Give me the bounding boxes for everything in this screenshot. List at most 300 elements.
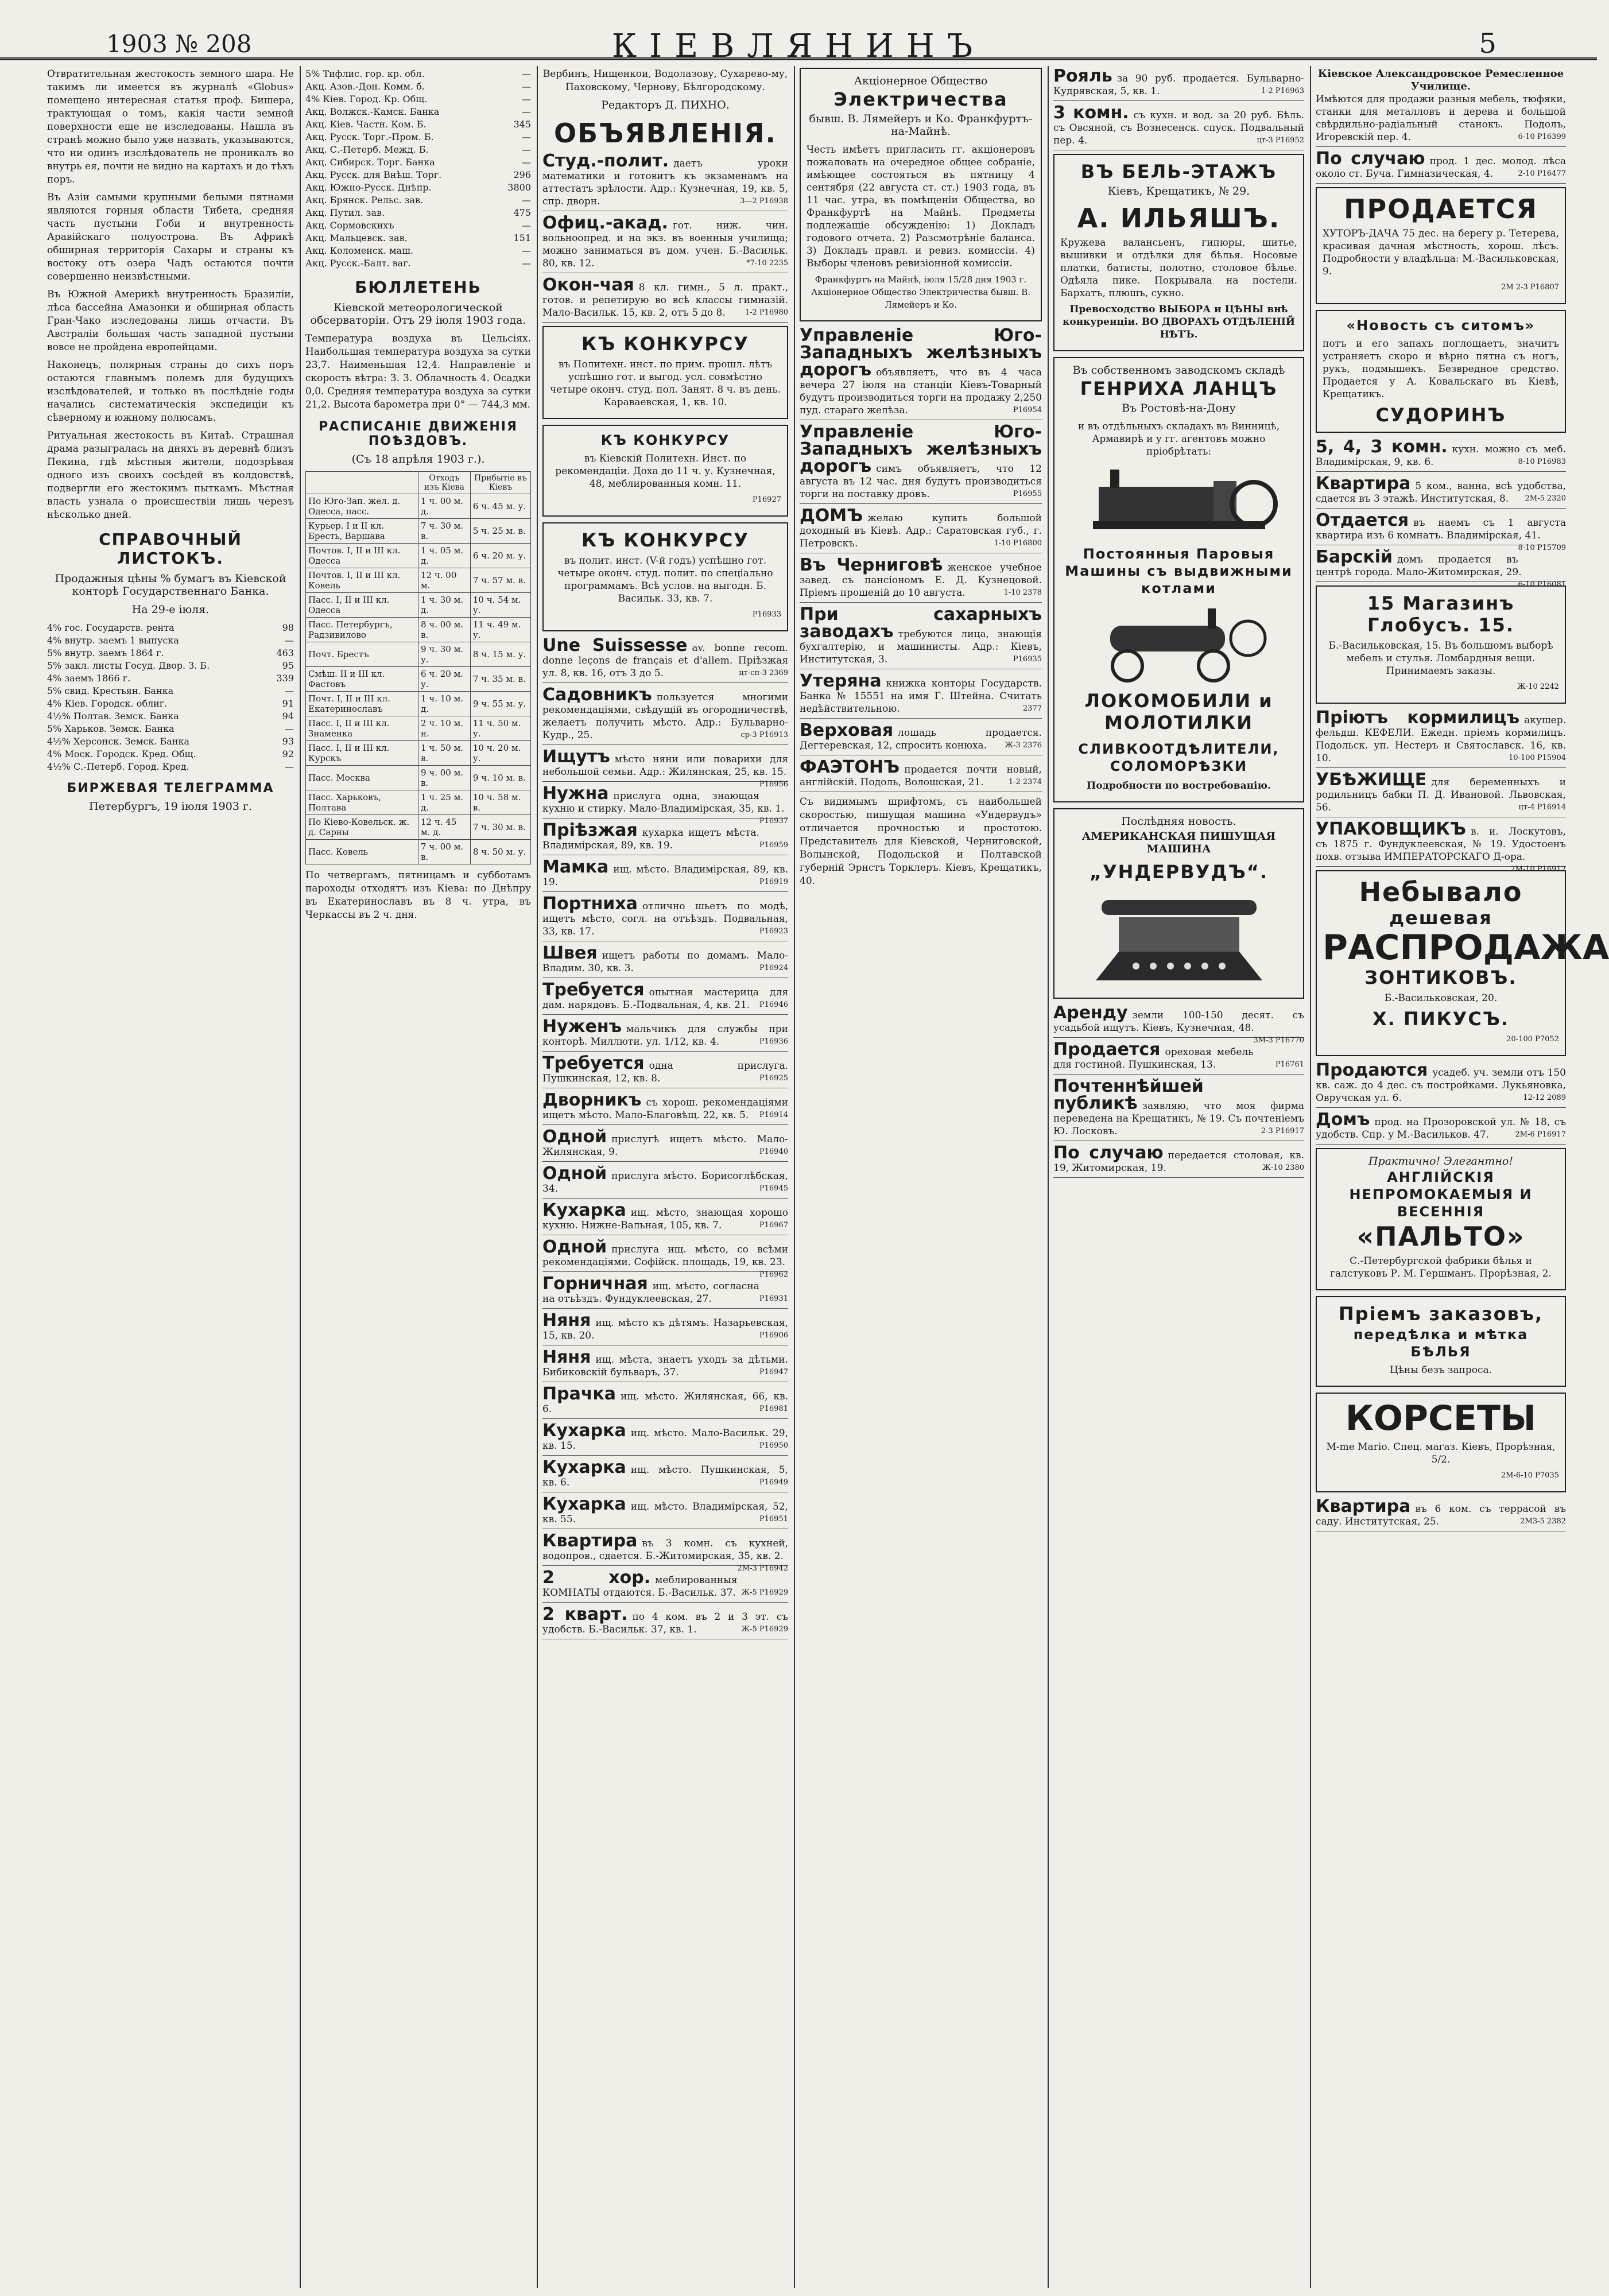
rate-row <box>47 761 294 773</box>
timetable-cell-route: Почтов. I, II и III кл. Ковель <box>306 568 418 593</box>
ad-tail: цт-3 P16952 <box>1257 136 1304 145</box>
article-paragraph: Наконецъ, полярныя страны до сихъ поръ остаются главнымъ полемъ для будущихъ изслѣдователей, и только въ послѣдніе годы начались систематическія экспедиціи къ сѣверному и южному полюсамъ. <box>47 359 294 424</box>
ad-text: передается столовая, кв. 19, Житомирская, 19. <box>1053 1150 1304 1174</box>
ad-tail: Ж-5 P16929 <box>741 1588 788 1597</box>
timetable-cell-route: По Кіево-Ковельск. ж. д. Сарны <box>306 815 418 840</box>
globus-tail: Ж-10 2242 <box>1517 682 1559 691</box>
timetable-cell-dep: 1 ч. 05 м. д. <box>418 544 470 568</box>
ad-packer <box>1316 819 1566 874</box>
ad-lead: Требуется <box>542 980 645 1000</box>
school-ad <box>1316 68 1566 147</box>
timetable-cell-arr: 6 ч. 20 м. у. <box>470 544 530 568</box>
ad-apartment <box>1316 1498 1566 1531</box>
linen-tail: Цѣны безъ запроса. <box>1389 1364 1492 1376</box>
ad-lead: Горничная <box>542 1274 648 1294</box>
ad-text: по 4 ком. въ 2 и 3 эт. съ удобств. Б.-Васильк. 37, кв. 1. <box>542 1611 788 1635</box>
ad-tail: P16936 <box>759 1037 788 1046</box>
corset-text: М-me Mario. Спец. магаз. Кіевъ, Прорѣзная, 5/2. <box>1326 1441 1556 1465</box>
ad-text: домъ продается въ центрѣ города. Мало-Житомирская, 29. <box>1316 554 1522 578</box>
ad-tail: 6-10 P16399 <box>1518 133 1566 141</box>
timetable-cell-arr: 7 ч. 35 м. в. <box>470 667 530 692</box>
ad-shelter <box>1316 771 1566 817</box>
ad-text: пользуется многими рекомендаціями, свѣдущій въ огородничествѣ, желаетъ получить мѣсто. Адр.: Бульварно-Кудр., 25. <box>542 692 788 741</box>
timetable-cell-arr: 9 ч. 10 м. в. <box>470 766 530 790</box>
ad-tail: P16951 <box>759 1515 788 1523</box>
ad-tail: 3—2 P16938 <box>740 197 788 205</box>
umbrella-title: РАСПРОДАЖА <box>1323 928 1609 968</box>
ad-tail: 8-10 P16983 <box>1518 457 1566 466</box>
timetable-header-row <box>306 472 531 494</box>
timetable-cell-route: Пасс. Харьковъ, Полтава <box>306 790 418 815</box>
ilyash-address: Кіевъ, Крещатикъ, № 29. <box>1107 185 1250 197</box>
underwood-text: Съ видимымъ шрифтомъ, съ наибольшей скоростью, пишущая машина «Ундервудъ» отличается прочностью и простотою. Представитель для Кіевской, Черниговской, Волынской, Подольской и Полтавской губерній Эрнстъ Торклеръ. Кіевъ, Крещатикъ, 40. <box>800 796 1042 887</box>
column-3 <box>542 68 788 2288</box>
ad-wetnurse <box>1316 709 1566 768</box>
article-paragraph: Въ Азіи самыми крупными белыми пятнами являются горныя области Тибета, средняя часть пустыни Гоби и внутренность Аравійскаго полуострова. Въ Африкѣ обширная территорія Сахары и страны къ востоку отъ озера Чадъ остаются почти совершенно неизвѣстными. <box>47 192 294 282</box>
ad-lead: Офиц.-акад. <box>542 213 668 233</box>
classified-ad <box>542 1422 788 1456</box>
rate-value: — <box>522 131 531 142</box>
timetable-header: Отходъ изъ Кіева <box>418 472 470 494</box>
rate-value: 151 <box>513 232 531 243</box>
rate-value: 296 <box>513 169 531 180</box>
ad-lead: Пріютъ кормилицъ <box>1316 708 1520 728</box>
classified-ad <box>542 1055 788 1088</box>
ilyash-text: Кружева валансьенъ, гипюры, шитье, вышивки и отдѣлки для бѣлья. Носовые платки, батисты, полотно, столовое бѣлье. Одѣяла пике. Покрывала на постели. Бархатъ, плюшъ, сукно. <box>1060 237 1297 299</box>
contest-title: КЪ КОНКУРСУ <box>600 432 730 448</box>
globus-title: 15 Магазинъ Глобусъ. 15. <box>1367 592 1515 636</box>
ilyash-name: А. ИЛЬЯШЪ. <box>1077 203 1281 234</box>
ad-text: отлично шьетъ по модѣ, ищетъ мѣсто, согл. на отъѣздъ. Подвальная, 33, кв. 17. <box>542 901 788 937</box>
ad-lead: Пріѣзжая <box>542 820 638 840</box>
corset-title: КОРСЕТЫ <box>1345 1398 1537 1438</box>
rate-row <box>47 685 294 697</box>
rate-row <box>47 647 294 660</box>
ad-rooms <box>1053 104 1304 150</box>
rate-value: — <box>522 68 531 79</box>
column-rule <box>537 66 538 2288</box>
rate-row <box>305 257 531 270</box>
rate-value: 463 <box>276 647 294 658</box>
ad-text: меблированныя КОМНАТЫ отдаются. Б.-Васильк. 37. <box>542 1574 738 1599</box>
ad-lead: Одной <box>542 1163 607 1184</box>
ad-tail: P16981 <box>759 1405 788 1413</box>
ad-house <box>1316 1111 1566 1145</box>
rate-value: 91 <box>282 698 294 709</box>
ad-tail: 2М-10 P16912 <box>1510 865 1566 874</box>
ad-text: женское учебное завед. съ пансіономъ Е. Д. Кузнецовой. Пріемъ прошеній до 10 августа. <box>800 562 1042 599</box>
timetable-header: Прибытіе въ Кіевъ <box>470 472 530 494</box>
sudorin-ad <box>1316 310 1566 433</box>
article-paragraph: Ритуальная жестокость въ Китаѣ. Страшная драма разыгралась на дняхъ въ деревнѣ близъ Пекина, гдѣ мѣстныя жители, подозрѣвая одного изъ своихъ сосѣдей въ колдовствѣ, подвергли его жестокимъ пыткамъ. Мѣстная власть узнала о происшествіи лишь черезъ нѣсколько дней. <box>47 430 294 521</box>
ad-text: ищ. мѣсто. Жилянская, 66, кв. 6. <box>542 1391 788 1415</box>
ad-text: ищ. мѣсто, согласна на отъѣздъ. Фундуклеевская, 27. <box>542 1281 759 1305</box>
timetable-title: РАСПИСАНІЕ ДВИЖЕНІЯ ПОѢЗДОВЪ. <box>319 420 518 448</box>
timetable-row <box>306 519 531 544</box>
ad-text: ореховая мебель для гостиной. Пушкинская, 13. <box>1053 1046 1254 1071</box>
classified-ad <box>542 1165 788 1199</box>
ad-text: ищ. мѣсто. Пушкинская, 5, кв. 6. <box>542 1464 788 1488</box>
ad-text: 8 кл. гимн., 5 л. практ., готов. и репетирую во всѣ классы гимназій. Мало-Васильк. 15, кв. 2, отъ 5 до 8. <box>542 282 788 319</box>
timetable-table <box>305 471 531 864</box>
rate-name: Акц. Коломенск. маш. <box>305 245 414 256</box>
reference-sheet-title: СПРАВОЧНЫЙ ЛИСТОКЪ. <box>99 530 242 568</box>
contest-text: въ Кіевскій Политехн. Инст. по рекомендаціи. Доха до 11 ч. у. Кузнечная, 48, меблированныя комн. 11. <box>555 453 776 490</box>
ad-lead: Une Suissesse <box>542 635 688 656</box>
classified-ad <box>1316 510 1566 552</box>
rate-row <box>47 697 294 710</box>
sudorin-name: СУДОРИНЪ <box>1375 404 1506 426</box>
rate-name: 4% Кіев. Городск. облиг. <box>47 698 168 709</box>
classified-ad <box>542 1092 788 1125</box>
column-5 <box>1053 68 1304 2288</box>
ad-tail: 2М3-5 2382 <box>1520 1517 1566 1526</box>
ad-tail: P16959 <box>759 841 788 850</box>
classified-ad <box>542 1606 788 1639</box>
ad-lead: Окон-чая <box>542 275 634 295</box>
underwood-name: „УНДЕРВУДЪ“. <box>1089 861 1269 883</box>
timetable-cell-dep: 1 ч. 30 м. д. <box>418 593 470 618</box>
classified-ad <box>542 637 788 683</box>
rate-row <box>305 93 531 106</box>
ad-lead: Почтеннѣйшей публикѣ <box>1053 1076 1204 1114</box>
ads-group <box>1316 437 1566 589</box>
locomobile-illustration <box>1076 603 1282 683</box>
column-rule <box>1048 66 1049 2288</box>
ad-text: даетъ уроки математики и готовитъ къ экзаменамъ на аттестатъ зрѣлости. Адр.: Кузнечная, 19, кв. 5, спр. дворн. <box>542 158 788 207</box>
ad-tail: P16946 <box>759 1000 788 1009</box>
lanz-machines-1: Постоянныя Паровыя Машины съ выдвижными котлами <box>1065 546 1293 596</box>
ad-lead: Требуется <box>542 1053 645 1073</box>
timetable-cell-arr: 8 ч. 50 м. у. <box>470 840 530 864</box>
classified-ad <box>542 1275 788 1309</box>
ad-tail: 12-12 2089 <box>1523 1093 1566 1102</box>
rate-name: 4½% Херсонск. Земск. Банка <box>47 736 189 747</box>
company-text: Честь имѣетъ пригласить гг. акціонеровъ пожаловать на очередное общее собраніе, имѣющее состояться въ пятницу 4 сентября (22 августа ст. ст.) 1903 года, въ 11 час. утра, въ помѣщеніи Общества, во Франкфуртѣ на Майнѣ. Предметы подлежащіе обсужденію: 1) Докладъ годового отчета. 2) Разсмотрѣніе баланса. 3) Докладъ правл. и ревиз. комиссіи. 4) Выборы членовъ ревизіонной комиссіи. <box>807 144 1035 269</box>
ad-lead: Домъ <box>1316 1110 1370 1130</box>
bulletin-title: БЮЛЛЕТЕНЬ <box>355 278 482 297</box>
rate-row <box>47 622 294 634</box>
corset-tail: 2М-6-10 P7035 <box>1501 1471 1559 1480</box>
ad-text: мальчикъ для службы при конторѣ. Миллюти. ул. 1/12, кв. 4. <box>542 1023 788 1048</box>
ad-text: продается почти новый, англійскій. Подоль, Волошская, 21. <box>800 764 1042 788</box>
ad-lead: УБѢЖИЩЕ <box>1316 770 1427 790</box>
typewriter-illustration <box>1084 889 1274 986</box>
contest-title: КЪ КОНКУРСУ <box>581 333 749 355</box>
rate-row <box>305 181 531 194</box>
ad-tail: P16935 <box>1013 655 1042 664</box>
lanz-machines-3: СЛИВКООТДѢЛИТЕЛИ, СОЛОМОРѢЗКИ <box>1078 741 1280 774</box>
rate-name: 4% внутр. заемъ 1 выпуска <box>47 635 179 646</box>
rate-name: Акц. Русск.-Балт. ваг. <box>305 258 411 269</box>
lanz-sub: Въ собственномъ заводскомъ складѣ <box>1072 364 1285 377</box>
ad-text: въ 6 ком. съ террасой въ саду. Институтская, 25. <box>1316 1503 1566 1527</box>
rate-value: 475 <box>513 207 531 218</box>
ad-tail: Ж-10 2380 <box>1262 1163 1304 1172</box>
ad-lead: Швея <box>542 943 598 963</box>
page-number: 5 <box>1479 28 1496 60</box>
khutor-ad <box>1316 187 1566 304</box>
timetable-row <box>306 790 531 815</box>
column-2 <box>305 68 531 2288</box>
timetable-row <box>306 692 531 716</box>
ad-tail: P16923 <box>759 927 788 936</box>
ilyash-ad <box>1053 154 1304 351</box>
ad-lead: Няня <box>542 1310 591 1331</box>
timetable-cell-dep: 1 ч. 50 м. в. <box>418 741 470 766</box>
ad-tail: P16761 <box>1275 1060 1304 1069</box>
ad-text: съ кухн. и вод. за 20 руб. Бѣль. съ Овсяной, съ Вознесенск. спуск. Подвальный пер. 4. <box>1053 110 1305 146</box>
rate-value: — <box>522 94 531 104</box>
ad-text: земли 100-150 десят. съ усадьбой ищутъ. Кіевъ, Кузнечная, 48. <box>1053 1010 1304 1034</box>
rate-row <box>305 207 531 219</box>
ad-text: въ 3 комн. съ кухней, водопров., сдается. Б.-Житомирская, 35, кв. 2. <box>542 1538 788 1562</box>
lanz-city: Въ Ростовѣ-на-Дону <box>1122 402 1236 414</box>
announcements-title: ОБЪЯВЛЕНІЯ. <box>553 118 777 149</box>
ad-lead: Квартира <box>1316 1496 1411 1517</box>
lanz-machines-2: ЛОКОМОБИЛИ и МОЛОТИЛКИ <box>1084 690 1273 734</box>
ad-lead: По случаю <box>1053 1143 1164 1163</box>
bourse-title: БИРЖЕВАЯ ТЕЛЕГРАММА <box>67 781 274 796</box>
ad-text: кухарка ищетъ мѣста. Владимірская, 89, кв. 19. <box>542 827 759 851</box>
ad-tail: цт-сп-3 2369 <box>739 669 788 677</box>
classified-ad <box>542 747 788 789</box>
rate-name: Акц. Сормовскихъ <box>305 220 394 231</box>
umbrella-address: Б.-Васильковская, 20. <box>1384 992 1498 1004</box>
timetable-row <box>306 741 531 766</box>
timetable-cell-dep: 1 ч. 00 м. д. <box>418 494 470 519</box>
bulletin-subtitle: Кіевской метеорологической обсерваторіи. Отъ 29 іюля 1903 года. <box>310 301 526 327</box>
timetable-cell-arr: 11 ч. 49 м. у. <box>470 618 530 642</box>
rate-row <box>305 169 531 181</box>
ad-text: одна прислуга. Пушкинская, 12, кв. 8. <box>542 1060 788 1084</box>
timetable-row <box>306 766 531 790</box>
ad-text: книжка конторы Государств. Банка № 15551 на имя Г. Штейна. Считать недѣйствительною. <box>800 678 1042 715</box>
article-paragraph: Отвратительная жестокость земного шара. Не такимъ ли имеется въ журналѣ «Globus» помещено интересная статья проф. Бишера, трактующая о томъ, какія части земной поверхности еще не изследованы. Нашла въ странѣ можно было уже назвать, указываются, что ни одинъ изслѣдователь не проникалъ во внутрь ея, почти не видно на картахъ и до тѣхъ поръ. <box>47 68 294 185</box>
rate-value: — <box>285 635 294 646</box>
ad-lead: ФАЭТОНЪ <box>800 757 900 777</box>
ads-group <box>1053 1004 1304 1178</box>
ad-text: прод. на Прозоровской ул. № 18, съ удобств. Спр. у М.-Васильков. 47. <box>1316 1116 1566 1141</box>
rate-value: — <box>285 723 294 734</box>
ad-text: для беременныхъ и родильницъ бабки П. Д. Ивановой. Львовская, 56. <box>1316 777 1566 813</box>
ad-tail: P16937 <box>759 817 788 825</box>
rate-row <box>47 672 294 685</box>
classified-ad <box>542 215 788 273</box>
timetable-cell-dep: 2 ч. 10 м. н. <box>418 716 470 741</box>
classified-ad <box>542 1128 788 1162</box>
ad-lead: Кухарка <box>542 1200 626 1220</box>
ad-tail: 1-2 P16980 <box>745 308 788 317</box>
lanz-ad <box>1053 357 1304 802</box>
globus-ad <box>1316 585 1566 704</box>
rate-row <box>305 219 531 232</box>
ad-tail: 2М-6 P16917 <box>1515 1130 1566 1139</box>
classified-ad <box>800 606 1042 669</box>
coat-sub: АНГЛІЙСКІЯ НЕПРОМОКАЕМЫЯ И ВЕСЕННІЯ <box>1349 1169 1533 1220</box>
timetable-cell-dep: 12 ч. 00 м. <box>418 568 470 593</box>
timetable-cell-dep: 1 ч. 25 м. д. <box>418 790 470 815</box>
ad-tail: 1-2 2374 <box>1008 778 1042 786</box>
rate-name: Акц. Путил. зав. <box>305 207 385 218</box>
timetable-row <box>306 568 531 593</box>
ad-lead: При сахарныхъ заводахъ <box>800 604 1042 642</box>
timetable-cell-dep: 9 ч. 00 м. в. <box>418 766 470 790</box>
ad-tail: 8-10 P15709 <box>1518 544 1566 552</box>
rate-name: Акц. Русск. Торг.-Пром. Б. <box>305 131 434 142</box>
classified-ad <box>1316 475 1566 509</box>
ad-text: прод. 1 дес. молод. лѣса около ст. Буча. Гимназическая, 4. <box>1316 156 1566 180</box>
classified-ad <box>800 759 1042 792</box>
contest-text: въ Политехн. инст. по прим. прошл. лѣтъ успѣшно гот. и выгод. усл. совмѣстно четыре оконч. студ. пол. Занят. 8 ч. въ день. Караваевская, 1, кв. 10. <box>550 359 781 408</box>
rate-row <box>47 723 294 735</box>
rate-row <box>47 710 294 723</box>
rate-name: 4½% С.-Петерб. Город. Кред. <box>47 761 189 772</box>
ad-text: ищ. мѣсто, знающая хорошо кухню. Нижне-Вальная, 105, кв. 7. <box>542 1207 788 1231</box>
umbrella-mid: дешевая <box>1389 907 1492 929</box>
ad-text: симъ объявляетъ, что 12 августа въ 12 час. дня будутъ производиться торги на поставку дровъ. <box>800 463 1042 500</box>
ad-lead: Няня <box>542 1347 591 1367</box>
ad-lead: По случаю <box>1316 149 1425 169</box>
classified-ad <box>1316 439 1566 472</box>
ad-text: требуются лица, знающія бухгалтерію, и машинисты. Адр.: Кіевъ, Институтская, 3. <box>800 629 1042 665</box>
timetable-cell-route: Пасс. Ковель <box>306 840 418 864</box>
contest-title: КЪ КОНКУРСУ <box>581 529 749 551</box>
ad-lead: Управленіе Юго-Западныхъ желѣзныхъ дорогъ <box>800 325 1042 380</box>
ad-lead: Дворникъ <box>542 1090 642 1110</box>
ilyash-footer: Превосходство ВЫБОРА и ЦѢНЫ внѣ конкуренціи. ВО ДВОРАХЪ ОТДѢЛЕНІЙ НѢТЪ. <box>1063 304 1295 340</box>
timetable-row <box>306 840 531 864</box>
timetable-subtitle: (Съ 18 апрѣля 1903 г.). <box>351 453 485 466</box>
rate-row <box>305 131 531 144</box>
ad-tail: 1-10 P16800 <box>994 539 1042 548</box>
ad-tail: ср-3 P16913 <box>740 731 788 739</box>
classified-ad <box>800 327 1042 420</box>
timetable-cell-dep: 8 ч. 00 м. в. <box>418 618 470 642</box>
ad-text: усадеб. уч. земли отъ 150 кв. саж. до 4 дес. съ постройками. Лукьяновка, Овручская ул. 6. <box>1316 1067 1566 1104</box>
timetable-cell-arr: 9 ч. 55 м. у. <box>470 692 530 716</box>
timetable-cell-arr: 7 ч. 57 м. в. <box>470 568 530 593</box>
classified-ad <box>542 895 788 941</box>
classified-ad <box>542 1237 788 1279</box>
ad-lead: УПАКОВЩИКЪ <box>1316 819 1466 839</box>
ad-tail: P16967 <box>759 1221 788 1230</box>
rate-row <box>305 68 531 80</box>
masthead <box>0 0 1597 65</box>
article-paragraph: Въ Южной Америкѣ внутренность Бразиліи, лѣса бассейна Амазонки и обширная область Гран-Чако изследованы лишь отчасти. Въ Австраліи большая часть западной пустыни вовсе не пройдена европейцами. <box>47 289 294 353</box>
ad-lead: Утеряна <box>800 671 882 691</box>
rate-row <box>305 245 531 257</box>
classified-ad <box>542 1018 788 1052</box>
rate-value: 94 <box>282 711 294 722</box>
rate-value: — <box>522 106 531 117</box>
coat-title: «ПАЛЬТО» <box>1356 1221 1525 1252</box>
classified-ad <box>542 277 788 323</box>
timetable-cell-dep: 7 ч. 00 м. в. <box>418 840 470 864</box>
school-title: Кіевское Александровское Ремесленное Училище. <box>1317 68 1564 92</box>
khutor-title: ПРОДАЕТСЯ <box>1344 193 1538 224</box>
underwood-sub: АМЕРИКАНСКАЯ ПИШУЩАЯ МАШИНА <box>1081 830 1276 855</box>
linen-sub: передѣлка и мѣтка БѢЛЬЯ <box>1353 1327 1529 1360</box>
ad-land <box>1316 1062 1566 1108</box>
rate-name: 4½% Полтав. Земск. Банка <box>47 711 179 722</box>
rate-value: — <box>522 195 531 205</box>
rate-name: Акц. Азов.-Дон. Комм. б. <box>305 81 425 92</box>
lanz-title: ГЕНРИХА ЛАНЦЪ <box>1080 378 1278 400</box>
ad-lead: Рояль <box>1053 66 1112 86</box>
classified-ad <box>800 507 1042 553</box>
timetable-cell-arr: 7 ч. 30 м. в. <box>470 815 530 840</box>
column-rule <box>794 66 795 2288</box>
corset-ad <box>1316 1393 1566 1492</box>
rate-name: Акц. Волжск.-Камск. Банка <box>305 106 440 117</box>
timetable-cell-route: Почтов. I, II и III кл. Одесса <box>306 544 418 568</box>
ad-lead: Аренду <box>1053 1003 1128 1023</box>
timetable-cell-route: Почт. Брестъ <box>306 642 418 667</box>
ad-lead: Прачка <box>542 1384 617 1404</box>
rate-name: 4% Кіев. Город. Кр. Общ. <box>305 94 428 104</box>
classified-ad <box>800 673 1042 719</box>
bulletin-text: Температура воздуха въ Цельсіях. Наибольшая температура воздуха за сутки 23,7. Наименьшая 12,4. Направленіе и скорость вѣтра: З. 3. Облачность 4. Осадки 0,0. Средняя температура воздуха за сутки 21,2. Высота барометра при 0° — 744,3 мм. <box>305 333 531 410</box>
ad-forest <box>1316 150 1566 184</box>
ad-tail: P16954 <box>1013 406 1042 414</box>
ad-tail: P16906 <box>759 1331 788 1340</box>
ad-tail: P16962 <box>759 1270 788 1279</box>
timetable-row <box>306 716 531 741</box>
ad-text: объявляетъ, что въ 4 часа вечера 27 іюля на станціи Кіевъ-Товарный будутъ производиться торги на продажу 2,250 пуд. стараго желѣза. <box>800 367 1042 416</box>
timetable-cell-dep: 1 ч. 10 м. д. <box>418 692 470 716</box>
ad-lead: Ищутъ <box>542 747 610 767</box>
ad-tail: P16956 <box>759 780 788 789</box>
ad-lead: Продаются <box>1316 1060 1428 1080</box>
timetable-cell-route: Смѣш. II и III кл. Фастовъ <box>306 667 418 692</box>
top-text: Вербинъ, Нищенкои, Водолазову, Сухарево-му, Паховскому, Чернову, Бѣлгородскому. <box>542 68 788 93</box>
classified-ad <box>800 557 1042 603</box>
issue-date: 1903 № 208 <box>106 30 252 58</box>
column-1 <box>47 68 294 2288</box>
ad-tail: 1-2 P16963 <box>1261 87 1304 95</box>
column-rule <box>300 66 301 2288</box>
sudorin-text: потъ и его запахъ поглощаетъ, значитъ устраняетъ скоро и вѣрно пятна съ ногъ, рукъ, подмышекъ. Безвредное средство. Продается у А. Ковальскаго въ Кіевѣ, Крещатикъ. <box>1323 338 1559 400</box>
column-4 <box>800 68 1042 2288</box>
bourse-subtitle: Петербургъ, 19 іюля 1903 г. <box>89 800 252 813</box>
ad-tail: Ж-5 P16929 <box>741 1625 788 1634</box>
rate-row <box>305 232 531 245</box>
timetable-cell-route: Пасс. Петербургъ, Радзивилово <box>306 618 418 642</box>
underwood-news: Послѣдняя новость. <box>1121 815 1236 828</box>
ad-text: въ наемъ съ 1 августа квартира изъ 6 комнатъ. Владимірская, 41. <box>1316 517 1566 541</box>
timetable-row <box>306 494 531 519</box>
ad-text: лошадь продается. Дегтеревская, 12, спросить конюха. <box>800 727 1042 751</box>
ad-lead: Управленіе Юго-Западныхъ желѣзныхъ дорогъ <box>800 422 1042 476</box>
ad-text: 5 ком., ванна, всѣ удобства, сдается въ 3 этажѣ. Институтская, 8. <box>1316 480 1566 505</box>
classified-ad <box>542 859 788 892</box>
ads-group <box>542 637 788 1639</box>
newspaper-title: КІЕВЛЯНИНЪ <box>611 28 986 65</box>
rate-row <box>305 144 531 156</box>
ad-text: мѣсто няни или поварихи для небольшой семьи. Адр.: Жилянская, 25, кв. 15. <box>542 754 788 778</box>
timetable-cell-arr: 10 ч. 20 м. у. <box>470 741 530 766</box>
company-name: Электричества <box>833 88 1008 110</box>
ad-text: прислугѣ ищетъ мѣсто. Мало-Жилянская, 9. <box>542 1134 788 1158</box>
timetable-cell-route: Пасс. Москва <box>306 766 418 790</box>
classified-ad <box>542 153 788 211</box>
classified-ad <box>1053 1078 1304 1141</box>
rates-list <box>47 622 294 773</box>
ad-text: акушер. фельдш. КЕФЕЛИ. Ежедн. пріемъ кормилицъ. Подольск. уп. Нестеръ и Святославск. 16, кв. 10. <box>1316 715 1566 764</box>
ad-text: съ хорош. рекомендаціями ищетъ мѣсто. Мало-Благовѣщ. 22, кв. 5. <box>542 1097 788 1121</box>
timetable-cell-route: По Юго-Зап. жел. д. Одесса, пасс. <box>306 494 418 519</box>
